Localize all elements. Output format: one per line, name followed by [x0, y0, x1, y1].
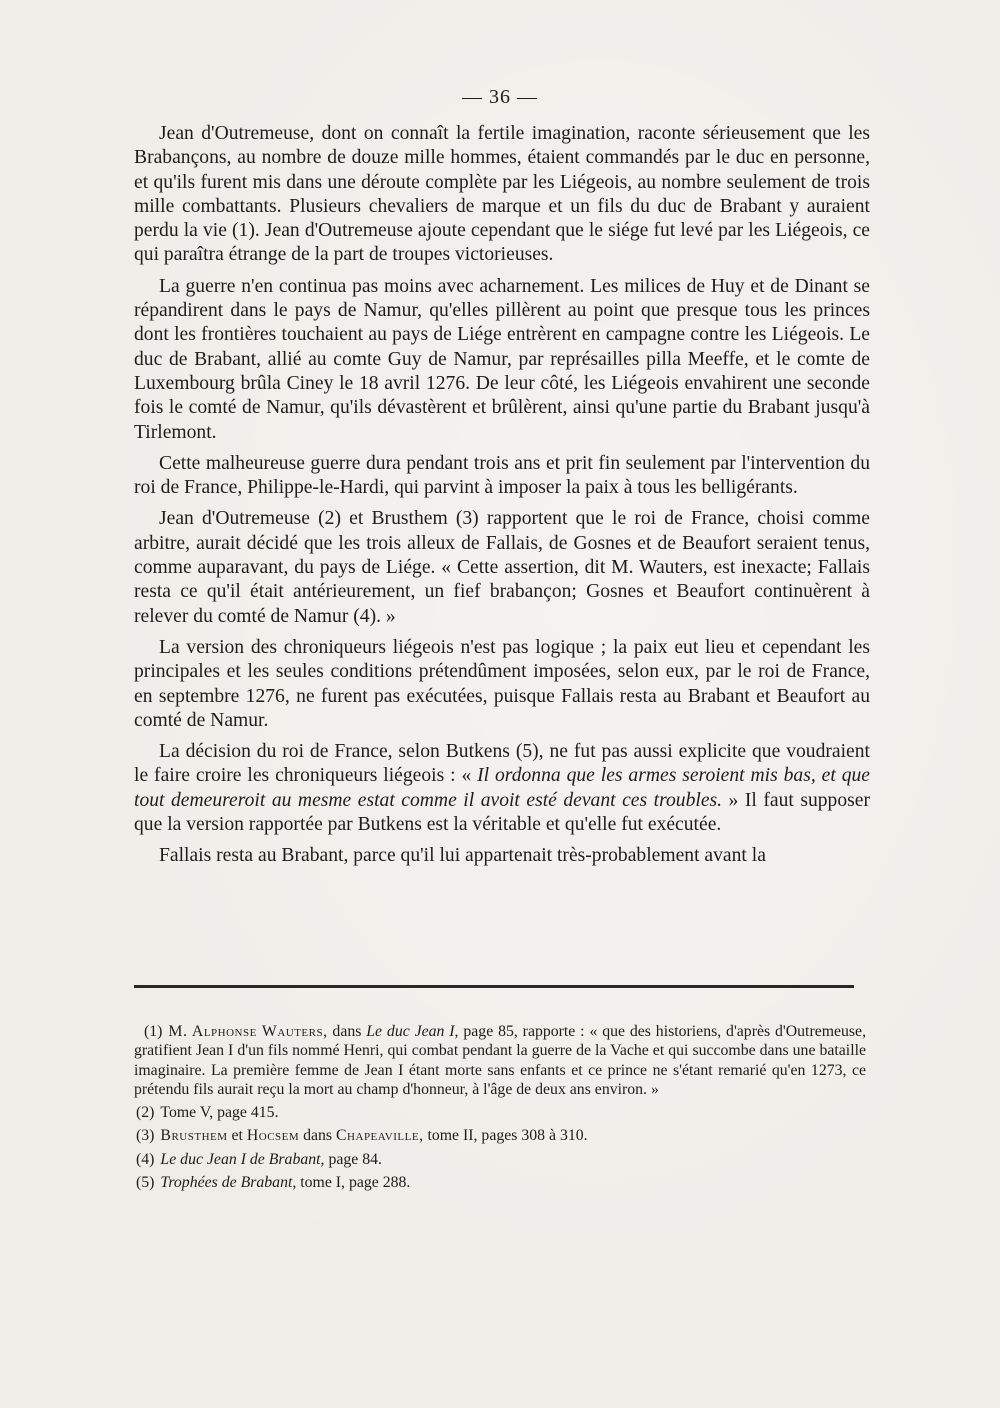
paragraph: La guerre n'en continua pas moins avec acharnement. Les milices de Huy et de Dinant se répandirent dans le pays de Namur, qu'elles pillèrent au point que presque tous les princes dont les frontières touchaient au pays de Liége entrèrent en campagne contre les Liégeois. Le duc de Brabant, allié au comte Guy de Namur, par représailles pilla Meeffe, et le comte de Luxembourg brûla Ciney le 18 avril 1276. De leur côté, les Liégeois envahirent une seconde fois le comté de Namur, qu'ils dévastèrent et brûlèrent, ainsi qu'une partie du Brabant jusqu'à Tirlemont.	[134, 275, 870, 443]
footnote-text: Tome V, page 415.	[160, 1104, 279, 1122]
page-number: — 36 —	[462, 86, 538, 108]
paragraph: Fallais resta au Brabant, parce qu'il lui appartenait très-probablement avant la	[159, 845, 766, 867]
footnote	[134, 1150, 866, 1169]
footnote-text: dans	[327, 1023, 367, 1040]
work-title: Le duc Jean I,	[366, 1023, 459, 1040]
footnote	[134, 1103, 866, 1122]
author-name: Hocsem	[246, 1127, 300, 1145]
author-name: Chapeaville,	[336, 1127, 424, 1145]
footnote-number: (3)	[136, 1127, 155, 1145]
footnote-number: (5)	[136, 1174, 155, 1192]
footnote-text: dans	[299, 1127, 337, 1145]
paragraph-text: La décision du roi de France, selon Butkens (5), ne fut pas aussi explicite que voudraient le faire croire les chroniqueurs liégeois : «	[134, 741, 870, 787]
paragraph-text: » Il faut supposer que la version rapportée par Butkens est la véritable et qu'elle fut exécutée.	[134, 789, 870, 836]
paragraph: Jean d'Outremeuse, dont on connaît la fertile imagination, raconte sérieusement que les Brabançons, au nombre de douze mille hommes, étaient commandés par le duc en personne, et qu'ils furent mis dans une déroute complète par les Liégeois, au nombre seulement de trois mille combattants. Plusieurs chevaliers de marque et un fils du duc de Brabant y auraient perdu la vie (1). Jean d'Outremeuse ajoute cependant que le siége fut levé par les Liégeois, ce qui paraîtra étrange de la part de troupes victorieuses.	[134, 123, 870, 266]
footnote-text: tome II, pages 308 à 310.	[423, 1127, 588, 1145]
paragraph: Jean d'Outremeuse (2) et Brusthem (3) rapportent que le roi de France, choisi comme arbitre, aurait décidé que les trois alleux de Fallais, de Gosnes et de Beaufort seraient tenus, comme auparavant, du pays de Liége. « Cette assertion, dit M. Wauters, est inexacte; Fallais resta ce qu'il était antérieurement, un fief brabançon; Gosnes et Beaufort continuèrent à relever du comté de Namur (4). »	[134, 508, 870, 627]
author-name: M. Alphonse Wauters,	[168, 1023, 328, 1040]
footnote-text: page 85, rapporte : « que des historiens, d'après d'Outremeuse, gratifient Jean I d'un fils nommé Henri, qui combat pendant la guerre de la Vache et qui succombe dans une bataille imaginaire. La première femme de Jean I étant morte sans enfants et ce prince ne s'étant remarié qu'en 1273, ce prétendu fils aurait reçu la mort au champ d'honneur, à l'âge de deux ans environ. »	[134, 1023, 867, 1098]
footnote	[134, 1173, 866, 1192]
footnote-number: (1)	[144, 1023, 163, 1040]
footnote-text: tome I, page 288.	[296, 1174, 411, 1192]
paragraph: La version des chroniqueurs liégeois n'est pas logique ; la paix eut lieu et cependant les principales et les seules conditions prétendûment imposées, selon eux, par le roi de France, en septembre 1276, ne furent pas exécutées, puisque Fallais resta au Brabant et Beaufort au comté de Namur.	[134, 636, 870, 731]
quotation-italic: Il ordonna que les armes seroient mis bas, et que tout demeureroit au mesme estat comme il avoit esté devant ces troubles.	[134, 765, 870, 811]
work-title: Le duc Jean I de Brabant,	[160, 1150, 325, 1168]
body-text	[134, 122, 870, 876]
footnote	[134, 1126, 866, 1145]
footnote	[134, 1022, 866, 1099]
footnotes	[134, 1022, 866, 1196]
footnote-text: page 84.	[324, 1150, 382, 1168]
footnote-text: et	[227, 1127, 247, 1145]
paragraph	[134, 740, 870, 837]
footnote-number: (2)	[136, 1104, 155, 1122]
footnote-separator-rule	[134, 985, 854, 988]
paragraph: Cette malheureuse guerre dura pendant trois ans et prit fin seulement par l'intervention du roi de France, Philippe-le-Hardi, qui parvint à imposer la paix à tous les belligérants.	[134, 452, 870, 499]
footnote-number: (4)	[136, 1150, 155, 1168]
work-title: Trophées de Brabant,	[160, 1174, 297, 1192]
author-name: Brusthem	[160, 1127, 228, 1145]
